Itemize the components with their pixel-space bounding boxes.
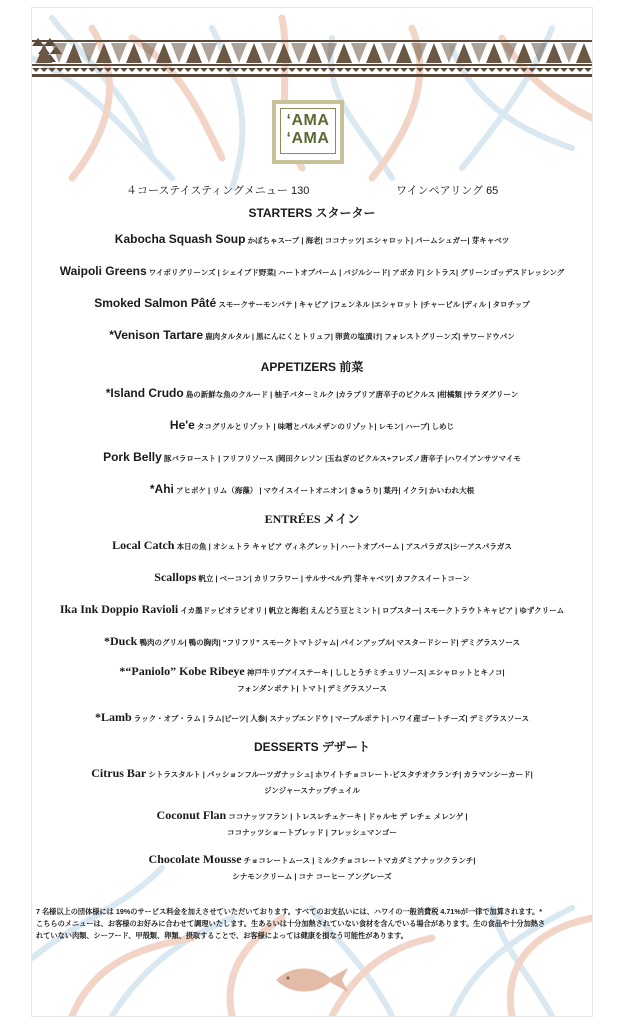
item-desc-line-2: ジンジャースナップチュイル [263,786,361,795]
section-appetizers: APPETIZERS 前菜 [260,360,364,374]
footer-line-1: 7 名様以上の団体様には 19%のサービス料金を加えさせていただいております。すべてのお支払いには、ハワイの一般消費税 4.71%が一律で加算されます。* [36,907,543,916]
menu-item-mousse [32,852,592,882]
item-desc: かぼちゃスープ | 海老| ココナッツ| エシャロット| パームシュガー| 芽キャベツ [247,236,510,245]
item-desc: 豚バラロースト | フリフリソース |岡田クレソン |玉ねぎのピクルス+フレズノ唐辛子 |ハワイアンサツマイモ [163,454,521,463]
menu-item-kabocha [32,232,592,246]
section-desserts: DESSERTS デザート [253,740,371,754]
item-desc: シトラスタルト | パッションフルーツガナッシュ| ホワイトチョコレート-ピスタチオクランチ| カラマンシーカード| [148,770,533,779]
item-name: *Lamb [95,710,132,724]
item-name: Chocolate Mousse [148,852,242,866]
menu-item-he [32,418,592,432]
item-desc: ココナッツフラン | トレスレチェケーキ | ドゥルセ デ レチェ メレンゲ | [228,812,468,821]
section-starters: STARTERS スターター [248,206,376,220]
item-desc: タコグリルとリゾット | 味噌とパルメザンのリゾット| レモン| ハーブ| しめじ [196,422,455,431]
item-name: Pork Belly [103,450,162,464]
item-name: Kabocha Squash Soup [114,232,246,246]
wine-pairing-price: ワインペアリング 65 [396,185,499,197]
item-desc: 帆立 | ベーコン| カリフラワー | サルサベルデ| 芽キャベツ| カフクスイートコーン [198,574,470,583]
item-name: *Island Crudo [105,386,184,400]
menu-item-waipoli [32,264,592,278]
item-desc: ワイポリグリーンズ | シェイブド野菜| ハートオブパーム | バジルシード| アボカド| シトラス| グリーンゴッデスドレッシング [148,268,565,277]
menu-item-ravioli [32,602,592,617]
menu-item-crudo [32,386,592,400]
item-desc: イカ墨ドッピオラビオリ | 帆立と海老| えんどう豆とミント| ロブスター| スモークトラウトキャビア | ゆずクリーム [180,606,565,615]
item-desc: 神戸牛リブアイステーキ | ししとうチミチュリソース| エシャロットとキノコ| [246,668,505,677]
menu-item-duck [32,634,592,649]
menu-item-citrus [32,766,592,796]
menu-item-lamb [32,710,592,725]
logo-line-1: ʻAMA [286,112,330,129]
logo-line-2: ʻAMA [286,130,330,147]
item-desc: スモークサーモンパテ | キャビア |フェンネル |エシャロット |チャービル |ディル | タロチップ [218,300,530,309]
menu-item-pork [32,450,592,464]
item-name: He'e [169,418,195,432]
item-name: Citrus Bar [91,766,147,780]
item-desc: チョコレートムース | ミルクチョコレートマカダミアナッツクランチ| [243,856,476,865]
item-name: *Venison Tartare [109,328,204,342]
item-name: Scallops [154,570,197,584]
item-name: Local Catch [112,538,175,552]
item-name: Ika Ink Doppio Ravioli [59,602,179,616]
fish-icon [272,960,352,1000]
item-desc: 鹿肉タルタル | 黒にんにくとトリュフ| 卵黄の塩漬け| フォレストグリーンズ| サワードウパン [205,332,515,341]
section-entrees: ENTRÉES メイン [264,512,360,526]
footer-disclaimer [36,906,588,942]
footer-line-2: こちらのメニューは、お客様のお好みに合わせて調理いたします。生あるいは十分加熱されていない食材を含んでいる場合があります。生の食品や十分加熱さ [36,919,546,928]
menu-item-salmon [32,296,592,310]
item-desc: 島の新鮮な魚のクルード | 柚子バターミルク |カラブリア唐辛子のピクルス |柑橘類 |サラダグリーン [185,390,519,399]
item-name: *Duck [104,634,138,648]
menu-item-venison [32,328,592,342]
item-desc: 鴨肉のグリル| 鴨の胸肉| “フリフリ” スモークトマトジャム| パインアップル| マスタードシード| デミグラスソース [139,638,520,647]
item-desc-line-2: フォンダンポテト| トマト| デミグラスソース [237,684,387,693]
footer-line-3: れていない肉類、シーフード、甲殻類、卵類、摂取することで、お客様によっては健康を損なう可能性があります。 [36,931,408,940]
item-desc: ラック・オブ・ラム | ラム|ビーツ| 人参| スナップエンドウ | マーブルポテト| ハワイ産ゴートチーズ| デミグラスソース [133,714,529,723]
menu-item-catch [32,538,592,553]
menu-item-flan [32,808,592,838]
item-name: Waipoli Greens [59,264,147,278]
item-name: *Ahi [149,482,174,496]
menu-page [32,8,592,1016]
item-desc-line-2: ココナッツショートブレッド | フレッシュマンゴー [227,828,397,837]
item-name: *“Paniolo” Kobe Ribeye [119,664,245,678]
menu-item-ahi [32,482,592,496]
item-desc: アヒポケ | リム（海藻） | マウイスイートオニオン| きゅうり| 葉丹| イクラ| かいわれ大根 [175,486,475,495]
tasting-menu-price: ４コーステイスティングメニュー 130 [126,185,310,197]
item-name: Coconut Flan [156,808,227,822]
item-desc-line-2: シナモンクリーム | コナ コーヒー アングレーズ [232,872,392,881]
menu-item-ribeye [32,664,592,694]
menu-item-scallops [32,570,592,585]
item-name: Smoked Salmon Pâté [94,296,217,310]
item-desc: 本日の魚 | オシェトラ キャビア ヴィネグレット| ハートオブパーム | アスパラガス|シーアスパラガス [176,542,512,551]
